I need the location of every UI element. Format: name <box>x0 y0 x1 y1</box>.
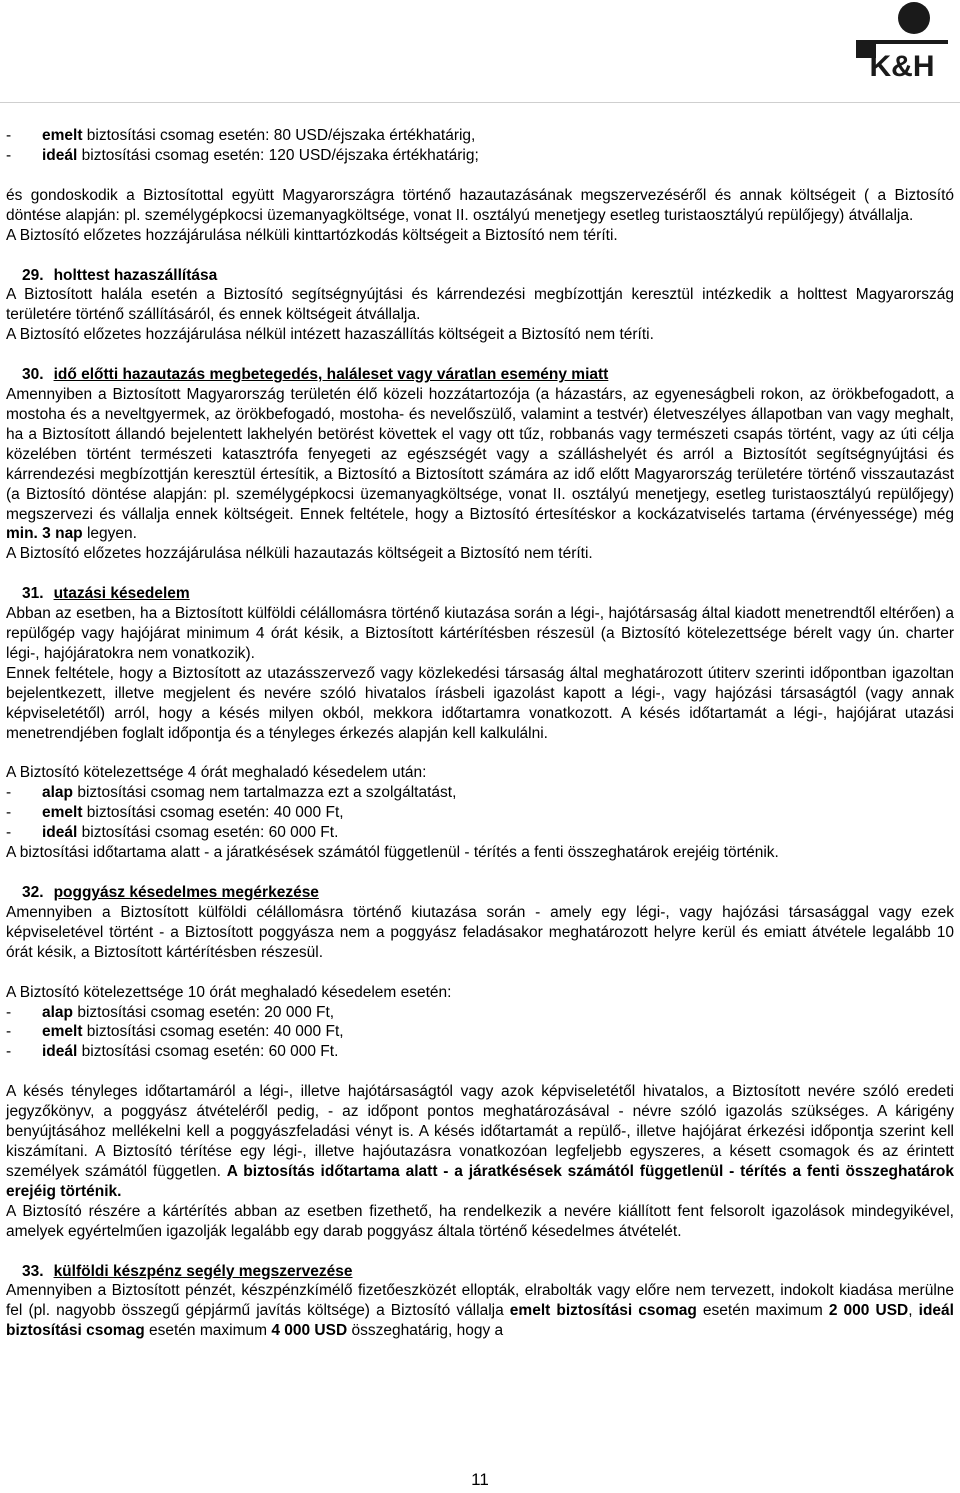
section-title-33: 33. külföldi készpénz segély megszervezése <box>22 1262 353 1280</box>
paragraph: és gondoskodik a Biztosítottal együtt Magyarországra történő hazautazásának megszervezéséről és annak költségeit ( a Biztosító döntése alapján: pl. személygépkocsi üzemanyagköltsége, vonat II. osztályú menetjegy esetleg turistaosztályú repülőjegy) átvállalja. <box>6 186 954 224</box>
list-item: - emelt biztosítási csomag esetén: 40 000 Ft, <box>6 1023 344 1041</box>
paragraph: A Biztosító előzetes hozzájárulása nélküli hazautazás költségeit a Biztosító nem téríti. <box>6 545 593 563</box>
list-item: - emelt biztosítási csomag esetén: 80 USD/éjszaka értékhatárig, <box>6 127 476 144</box>
paragraph: A Biztosító előzetes hozzájárulása nélkül intézett hazaszállítás költségeit a Biztosító nem téríti. <box>6 326 654 344</box>
kh-logo-mark-icon <box>852 0 952 80</box>
document-body <box>6 126 954 1341</box>
paragraph: Abban az esetben, ha a Biztosított külföldi célállomásra történő kiutazása során a légi-, hajótársaság által kiadott menetrendtől eltérően) a repülőgép vagy hajójárat minimum 4 órát késik, a Biztosított kártérítésben részesül (a Biztosító kötelezettsége bérelt vagy ún. charter légi-, hajójáratokra nem vonatkozik). <box>6 605 954 662</box>
section-title-30: 30. idő előtti hazautazás megbetegedés, haláleset vagy váratlan esemény miatt <box>22 366 609 384</box>
paragraph: Amennyiben a Biztosított pénzét, készpénzkímélő fizetőeszközét ellopták, elrabolták vagy előre nem tervezett, indokolt kiadása merülne fel (pl. nagyobb összegű gépjármű javítás költsége) a Biztosító vállalja emelt biztosítási csomag esetén maximum 2 000 USD, ideál biztosítási csomag esetén maximum 4 000 USD összeghatárig, hogy a <box>6 1282 954 1340</box>
paragraph: A Biztosított halála esetén a Biztosító segítségnyújtási és kárrendezési megbízottján keresztül intézkedik a holttest Magyarország területére történő szállításáról, és ennek költségeit átvállalja. <box>6 286 954 324</box>
section-title-32: 32. poggyász késedelmes megérkezése <box>22 884 319 901</box>
list-item: - alap biztosítási csomag esetén: 20 000 Ft, <box>6 1003 335 1021</box>
paragraph: Ennek feltétele, hogy a Biztosított az utazásszervező vagy közlekedési társaság által meghatározott útiterv szerinti időpontban igazoltan bejelentkezett, illetve megjelent és nevére szóló hivatalos írásbeli igazolást kapott a légi-, vagy hajózási társaságtól (vagy annak képviseletétől) arról, hogy a késés milyen okból, mekkora időtartamra vonatkozott. A késés időtartamát a légi-, hajójárat utazási menetrendjében foglalt időpontja és a tényleges érkezés alapján kell kalkulálni. <box>6 664 954 742</box>
list-item: - emelt biztosítási csomag esetén: 40 000 Ft, <box>6 804 344 822</box>
paragraph: A késés tényleges időtartamáról a légi-, illetve hajótársaságtól vagy azok képviseletétől hivatalos, a Biztosított nevére szóló eredeti jegyzőkönyv, a poggyász átvételéről pedig, - az időpont pontos meghatározásával - névre szóló igazolás szükséges. A kárigény benyújtásához mellékelni kell a poggyászfeladási vényt is. A késés időtartamát a repülő-, illetve hajójárat érkezési időpontja szerint kell kiszámítani. A Biztosító térítése egy légi-, illetve hajóutazásra vonatkozóan legfeljebb egyszeres, a késett csomagok és az érintett személyek számától független. A biztosítás időtartama alatt - a járatkésések számától függetlenül - térítés a fenti összeghatárok erejéig történik. <box>6 1083 954 1200</box>
page-number: 11 <box>471 1470 489 1489</box>
list-item: - alap biztosítási csomag nem tartalmazza ezt a szolgáltatást, <box>6 784 457 802</box>
header-rule <box>0 102 960 103</box>
paragraph: Amennyiben a Biztosított Magyarország területén élő közeli hozzátartozója (a házastárs, az egyeneságbeli rokon, az örökbefogadott, a mostoha és a neveltgyermek, az örökbefogadó, mostoha- és nevelőszülő, valamint a testvér) életveszélyes állapotban van vagy meghalt, ha a Biztosított állandó bejelentett lakhelyén betörést követtek el vagy ott tűz, robbanás vagy természeti csapás történt, vagy az úti célja közelében történt természeti katasztrófa fenyegeti az egészségét vagy a szálláshelyét és arról a Biztosítót segítségnyújtási és kárrendezési megbízottján keresztül értesítik, a Biztosító a Biztosított számára az idő előtt Magyarország területére történő visszautazást (a Biztosító döntése alapján: pl. személygépkocsi üzemanyagköltsége, vonat II. osztályú menetjegy, esetleg turistaosztályú repülőjegy) megszervezi és vállalja ennek költségeit. Ennek feltétele, hogy a Biztosító értesítéskor a kockázatviselés tartama (érvényessége) még min. 3 nap legyen. <box>6 386 954 543</box>
section-title-29: 29. holttest hazaszállítása <box>22 266 218 284</box>
paragraph: A biztosítási időtartama alatt - a járatkésések számától függetlenül - térítés a fenti összeghatárok erejéig történik. <box>6 844 779 862</box>
logo-text: K&H <box>869 50 935 80</box>
kh-logo <box>852 0 952 80</box>
list-item: - ideál biztosítási csomag esetén: 60 000 Ft. <box>6 824 339 842</box>
paragraph: Amennyiben a Biztosított külföldi célállomásra történő kiutazása során - amely egy légi-, vagy hajózási társasággal vagy ezek képviseletével történt - a Biztosított poggyásza nem a poggyász feladásakor meghatározott helyre kerül és emiatt átvétele legalább 10 órát késik, a Biztosított kártérítésben részesül. <box>6 903 954 961</box>
paragraph: A Biztosító kötelezettsége 4 órát meghaladó késedelem után: <box>6 764 427 782</box>
list-item: - ideál biztosítási csomag esetén: 120 USD/éjszaka értékhatárig; <box>6 146 479 164</box>
paragraph: A Biztosító előzetes hozzájárulása nélküli kinttartózkodás költségeit a Biztosító nem téríti. <box>6 226 618 244</box>
paragraph: A Biztosító kötelezettsége 10 órát meghaladó késedelem esetén: <box>6 983 452 1001</box>
section-title-31: 31. utazási késedelem <box>22 585 190 603</box>
paragraph: A Biztosító részére a kártérítés abban az esetben fizethető, ha rendelkezik a nevére kiállított fent felsorolt igazolások mindegyikével, amelyek egyértelműen igazolják legalább egy darab poggyász általa történő késedelmes átvételét. <box>6 1202 954 1240</box>
list-item: - ideál biztosítási csomag esetén: 60 000 Ft. <box>6 1043 339 1061</box>
